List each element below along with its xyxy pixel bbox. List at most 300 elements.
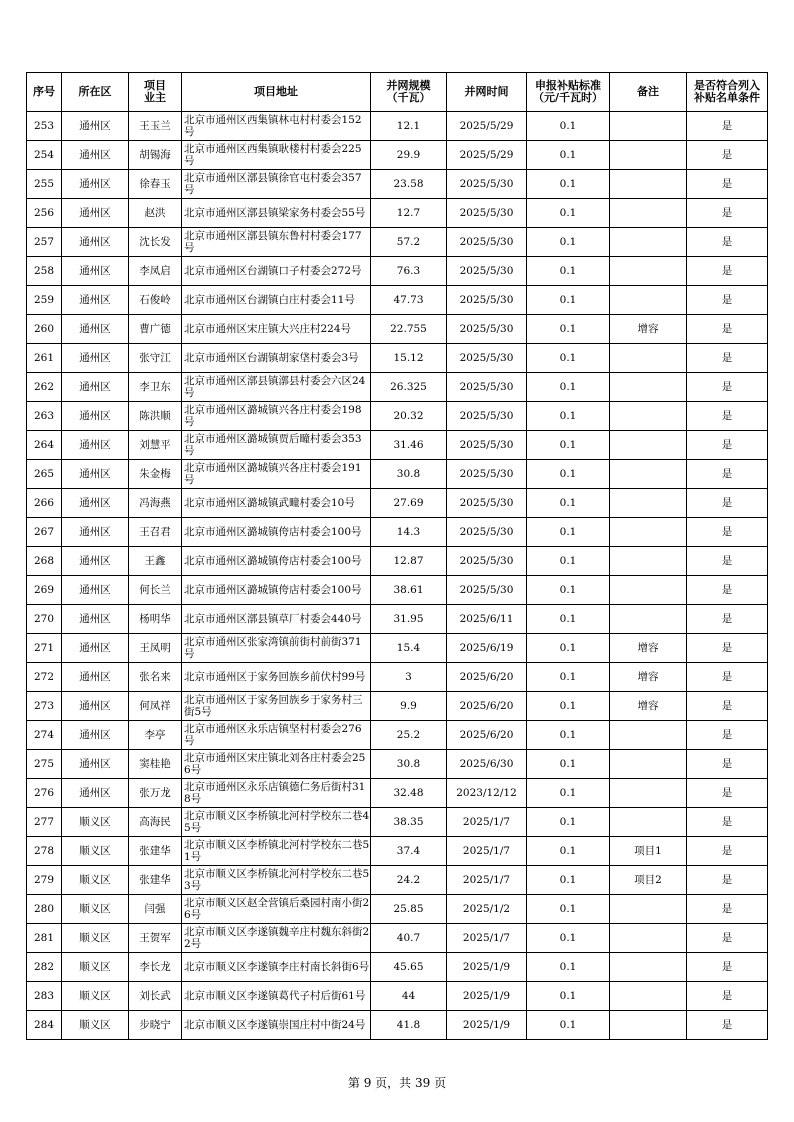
cell-eligible: 是 <box>687 170 768 199</box>
header-district: 所在区 <box>62 73 129 112</box>
table-row <box>27 692 768 721</box>
cell-scale: 44 <box>371 982 447 1011</box>
cell-eligible: 是 <box>687 344 768 373</box>
cell-owner: 王召君 <box>129 518 182 547</box>
cell-date: 2025/6/11 <box>447 605 527 634</box>
cell-date: 2025/5/30 <box>447 489 527 518</box>
cell-address: 北京市通州区潞城镇侉店村委会100号 <box>182 518 371 547</box>
cell-owner: 陈洪顺 <box>129 402 182 431</box>
cell-remark <box>610 460 687 489</box>
cell-eligible: 是 <box>687 518 768 547</box>
cell-eligible: 是 <box>687 663 768 692</box>
cell-date: 2025/5/30 <box>447 518 527 547</box>
cell-seq: 258 <box>27 257 62 286</box>
cell-date: 2025/1/7 <box>447 866 527 895</box>
cell-owner: 高海民 <box>129 808 182 837</box>
cell-scale: 9.9 <box>371 692 447 721</box>
subsidy-list-table <box>26 72 768 1040</box>
cell-subsidy: 0.1 <box>527 1011 610 1040</box>
cell-date: 2025/1/7 <box>447 837 527 866</box>
cell-subsidy: 0.1 <box>527 373 610 402</box>
cell-date: 2025/6/20 <box>447 692 527 721</box>
cell-address: 北京市通州区漷县镇徐官屯村委会357号 <box>182 170 371 199</box>
cell-address: 北京市通州区潞城镇贾后疃村委会353号 <box>182 431 371 460</box>
cell-address: 北京市通州区宋庄镇大兴庄村224号 <box>182 315 371 344</box>
cell-subsidy: 0.1 <box>527 982 610 1011</box>
cell-eligible: 是 <box>687 373 768 402</box>
cell-eligible: 是 <box>687 576 768 605</box>
cell-seq: 262 <box>27 373 62 402</box>
cell-subsidy: 0.1 <box>527 576 610 605</box>
table-row <box>27 663 768 692</box>
table-row <box>27 634 768 663</box>
cell-seq: 255 <box>27 170 62 199</box>
cell-address: 北京市顺义区李遂镇崇国庄村中街24号 <box>182 1011 371 1040</box>
cell-remark <box>610 402 687 431</box>
cell-address: 北京市通州区漷县镇草厂村委会440号 <box>182 605 371 634</box>
cell-seq: 261 <box>27 344 62 373</box>
cell-subsidy: 0.1 <box>527 431 610 460</box>
cell-scale: 25.85 <box>371 895 447 924</box>
cell-district: 顺义区 <box>62 837 129 866</box>
table-row <box>27 808 768 837</box>
cell-subsidy: 0.1 <box>527 315 610 344</box>
cell-owner: 胡锡海 <box>129 141 182 170</box>
cell-date: 2025/5/30 <box>447 547 527 576</box>
cell-eligible: 是 <box>687 286 768 315</box>
cell-owner: 步晓宁 <box>129 1011 182 1040</box>
cell-subsidy: 0.1 <box>527 402 610 431</box>
cell-date: 2025/5/30 <box>447 315 527 344</box>
cell-remark <box>610 547 687 576</box>
cell-eligible: 是 <box>687 721 768 750</box>
header-remark: 备注 <box>610 73 687 112</box>
cell-subsidy: 0.1 <box>527 489 610 518</box>
cell-eligible: 是 <box>687 112 768 141</box>
cell-subsidy: 0.1 <box>527 924 610 953</box>
cell-subsidy: 0.1 <box>527 750 610 779</box>
cell-address: 北京市通州区漷县镇东鲁村村委会177号 <box>182 228 371 257</box>
cell-owner: 李凤启 <box>129 257 182 286</box>
cell-remark: 增容 <box>610 634 687 663</box>
table-row <box>27 953 768 982</box>
cell-remark <box>610 924 687 953</box>
cell-subsidy: 0.1 <box>527 257 610 286</box>
cell-district: 通州区 <box>62 286 129 315</box>
cell-remark <box>610 286 687 315</box>
cell-seq: 256 <box>27 199 62 228</box>
cell-scale: 57.2 <box>371 228 447 257</box>
cell-seq: 273 <box>27 692 62 721</box>
cell-scale: 14.3 <box>371 518 447 547</box>
cell-eligible: 是 <box>687 808 768 837</box>
cell-remark: 增容 <box>610 315 687 344</box>
cell-address: 北京市顺义区李桥镇北河村学校东二巷51号 <box>182 837 371 866</box>
page-footer: 第 9 页，共 39 页 <box>347 1076 447 1090</box>
cell-eligible: 是 <box>687 779 768 808</box>
cell-eligible: 是 <box>687 895 768 924</box>
table-row <box>27 779 768 808</box>
cell-scale: 37.4 <box>371 837 447 866</box>
cell-owner: 赵洪 <box>129 199 182 228</box>
cell-date: 2025/6/20 <box>447 663 527 692</box>
cell-owner: 李长龙 <box>129 953 182 982</box>
cell-address: 北京市顺义区李桥镇北河村学校东二巷45号 <box>182 808 371 837</box>
cell-district: 顺义区 <box>62 808 129 837</box>
cell-seq: 284 <box>27 1011 62 1040</box>
cell-subsidy: 0.1 <box>527 808 610 837</box>
table-row <box>27 895 768 924</box>
cell-scale: 12.1 <box>371 112 447 141</box>
table-row <box>27 431 768 460</box>
cell-subsidy: 0.1 <box>527 692 610 721</box>
cell-address: 北京市通州区张家湾镇前街村前街371号 <box>182 634 371 663</box>
cell-scale: 3 <box>371 663 447 692</box>
cell-eligible: 是 <box>687 1011 768 1040</box>
cell-date: 2025/5/30 <box>447 199 527 228</box>
cell-eligible: 是 <box>687 431 768 460</box>
cell-district: 通州区 <box>62 663 129 692</box>
cell-seq: 274 <box>27 721 62 750</box>
table-row <box>27 228 768 257</box>
cell-district: 顺义区 <box>62 866 129 895</box>
cell-remark <box>610 489 687 518</box>
cell-seq: 260 <box>27 315 62 344</box>
table-row <box>27 721 768 750</box>
table-row <box>27 286 768 315</box>
cell-owner: 李亭 <box>129 721 182 750</box>
cell-date: 2025/5/30 <box>447 257 527 286</box>
cell-subsidy: 0.1 <box>527 344 610 373</box>
cell-owner: 王鑫 <box>129 547 182 576</box>
cell-address: 北京市通州区永乐店镇德仁务后街村318号 <box>182 779 371 808</box>
header-seq: 序号 <box>27 73 62 112</box>
cell-scale: 38.35 <box>371 808 447 837</box>
table-row <box>27 1011 768 1040</box>
cell-district: 顺义区 <box>62 1011 129 1040</box>
cell-scale: 24.2 <box>371 866 447 895</box>
cell-seq: 280 <box>27 895 62 924</box>
table-row <box>27 141 768 170</box>
cell-eligible: 是 <box>687 953 768 982</box>
cell-district: 顺义区 <box>62 982 129 1011</box>
cell-seq: 281 <box>27 924 62 953</box>
cell-date: 2025/5/29 <box>447 141 527 170</box>
cell-scale: 30.8 <box>371 750 447 779</box>
cell-date: 2025/1/7 <box>447 924 527 953</box>
cell-district: 通州区 <box>62 547 129 576</box>
cell-subsidy: 0.1 <box>527 228 610 257</box>
cell-eligible: 是 <box>687 750 768 779</box>
cell-subsidy: 0.1 <box>527 837 610 866</box>
cell-district: 顺义区 <box>62 953 129 982</box>
cell-remark <box>610 257 687 286</box>
cell-date: 2025/5/30 <box>447 402 527 431</box>
cell-owner: 沈长发 <box>129 228 182 257</box>
table-row <box>27 112 768 141</box>
cell-address: 北京市通州区潞城镇武疃村委会10号 <box>182 489 371 518</box>
cell-eligible: 是 <box>687 228 768 257</box>
cell-remark <box>610 895 687 924</box>
cell-seq: 276 <box>27 779 62 808</box>
cell-remark <box>610 576 687 605</box>
cell-date: 2025/1/2 <box>447 895 527 924</box>
cell-date: 2023/12/12 <box>447 779 527 808</box>
cell-address: 北京市通州区潞城镇兴各庄村委会191号 <box>182 460 371 489</box>
table-row <box>27 547 768 576</box>
cell-subsidy: 0.1 <box>527 141 610 170</box>
cell-remark <box>610 953 687 982</box>
cell-date: 2025/1/9 <box>447 982 527 1011</box>
cell-address: 北京市通州区西集镇林屯村村委会152号 <box>182 112 371 141</box>
cell-eligible: 是 <box>687 402 768 431</box>
cell-seq: 265 <box>27 460 62 489</box>
cell-remark <box>610 750 687 779</box>
cell-district: 通州区 <box>62 692 129 721</box>
cell-seq: 271 <box>27 634 62 663</box>
cell-date: 2025/5/30 <box>447 460 527 489</box>
table-row <box>27 460 768 489</box>
cell-scale: 31.95 <box>371 605 447 634</box>
cell-scale: 25.2 <box>371 721 447 750</box>
cell-seq: 275 <box>27 750 62 779</box>
cell-owner: 张名来 <box>129 663 182 692</box>
cell-seq: 264 <box>27 431 62 460</box>
cell-subsidy: 0.1 <box>527 518 610 547</box>
cell-eligible: 是 <box>687 199 768 228</box>
cell-address: 北京市顺义区李遂镇李庄村南长斜街6号 <box>182 953 371 982</box>
cell-date: 2025/5/30 <box>447 228 527 257</box>
cell-subsidy: 0.1 <box>527 460 610 489</box>
cell-remark: 项目2 <box>610 866 687 895</box>
cell-owner: 闫强 <box>129 895 182 924</box>
cell-owner: 张万龙 <box>129 779 182 808</box>
cell-eligible: 是 <box>687 141 768 170</box>
cell-eligible: 是 <box>687 605 768 634</box>
cell-seq: 283 <box>27 982 62 1011</box>
table-row <box>27 837 768 866</box>
cell-date: 2025/5/30 <box>447 431 527 460</box>
cell-remark <box>610 808 687 837</box>
header-eligible: 是否符合列入 补贴名单条件 <box>687 73 768 112</box>
cell-scale: 38.61 <box>371 576 447 605</box>
cell-owner: 张守江 <box>129 344 182 373</box>
cell-owner: 石俊岭 <box>129 286 182 315</box>
cell-address: 北京市通州区漷县镇梁家务村委会55号 <box>182 199 371 228</box>
table-row <box>27 518 768 547</box>
cell-district: 通州区 <box>62 112 129 141</box>
cell-scale: 30.8 <box>371 460 447 489</box>
cell-seq: 279 <box>27 866 62 895</box>
table-row <box>27 489 768 518</box>
cell-address: 北京市通州区宋庄镇北刘各庄村委会256号 <box>182 750 371 779</box>
cell-owner: 刘长武 <box>129 982 182 1011</box>
cell-scale: 22.755 <box>371 315 447 344</box>
cell-owner: 王玉兰 <box>129 112 182 141</box>
cell-district: 通州区 <box>62 199 129 228</box>
header-scale: 并网规模 （千瓦） <box>371 73 447 112</box>
cell-district: 通州区 <box>62 315 129 344</box>
cell-owner: 王贺军 <box>129 924 182 953</box>
cell-seq: 254 <box>27 141 62 170</box>
cell-district: 通州区 <box>62 576 129 605</box>
cell-eligible: 是 <box>687 837 768 866</box>
cell-district: 通州区 <box>62 750 129 779</box>
cell-seq: 270 <box>27 605 62 634</box>
cell-date: 2025/1/7 <box>447 808 527 837</box>
cell-eligible: 是 <box>687 460 768 489</box>
table-row <box>27 402 768 431</box>
cell-remark: 增容 <box>610 663 687 692</box>
cell-eligible: 是 <box>687 924 768 953</box>
cell-owner: 曹广德 <box>129 315 182 344</box>
cell-subsidy: 0.1 <box>527 112 610 141</box>
cell-eligible: 是 <box>687 692 768 721</box>
cell-district: 通州区 <box>62 518 129 547</box>
cell-remark <box>610 721 687 750</box>
cell-scale: 15.12 <box>371 344 447 373</box>
cell-scale: 29.9 <box>371 141 447 170</box>
table-row <box>27 257 768 286</box>
cell-remark <box>610 170 687 199</box>
cell-scale: 20.32 <box>371 402 447 431</box>
cell-seq: 253 <box>27 112 62 141</box>
cell-eligible: 是 <box>687 489 768 518</box>
header-address: 项目地址 <box>182 73 371 112</box>
table-row <box>27 199 768 228</box>
cell-remark: 增容 <box>610 692 687 721</box>
cell-scale: 41.8 <box>371 1011 447 1040</box>
cell-address: 北京市通州区台湖镇口子村委会272号 <box>182 257 371 286</box>
cell-scale: 12.87 <box>371 547 447 576</box>
cell-district: 通州区 <box>62 402 129 431</box>
cell-eligible: 是 <box>687 257 768 286</box>
cell-date: 2025/1/9 <box>447 953 527 982</box>
cell-remark <box>610 373 687 402</box>
cell-owner: 张建华 <box>129 866 182 895</box>
cell-address: 北京市顺义区李遂镇魏辛庄村魏东斜街22号 <box>182 924 371 953</box>
cell-address: 北京市通州区潞城镇侉店村委会100号 <box>182 576 371 605</box>
cell-owner: 窦桂艳 <box>129 750 182 779</box>
cell-address: 北京市通州区台湖镇白庄村委会11号 <box>182 286 371 315</box>
header-owner: 项目 业主 <box>129 73 182 112</box>
cell-remark <box>610 112 687 141</box>
cell-district: 顺义区 <box>62 895 129 924</box>
cell-date: 2025/5/29 <box>447 112 527 141</box>
cell-district: 通州区 <box>62 721 129 750</box>
cell-seq: 259 <box>27 286 62 315</box>
table-row <box>27 924 768 953</box>
cell-subsidy: 0.1 <box>527 199 610 228</box>
cell-subsidy: 0.1 <box>527 663 610 692</box>
cell-eligible: 是 <box>687 315 768 344</box>
cell-seq: 267 <box>27 518 62 547</box>
cell-address: 北京市顺义区赵全营镇后桑园村南小街26号 <box>182 895 371 924</box>
cell-seq: 282 <box>27 953 62 982</box>
cell-remark <box>610 982 687 1011</box>
cell-address: 北京市通州区漷县镇漷县村委会六区24号 <box>182 373 371 402</box>
cell-remark: 项目1 <box>610 837 687 866</box>
cell-district: 通州区 <box>62 634 129 663</box>
cell-owner: 刘慧平 <box>129 431 182 460</box>
cell-owner: 王凤明 <box>129 634 182 663</box>
cell-address: 北京市通州区潞城镇侉店村委会100号 <box>182 547 371 576</box>
cell-address: 北京市通州区台湖镇胡家垡村委会3号 <box>182 344 371 373</box>
cell-date: 2025/5/30 <box>447 373 527 402</box>
cell-address: 北京市顺义区李桥镇北河村学校东二巷53号 <box>182 866 371 895</box>
cell-seq: 278 <box>27 837 62 866</box>
table-row <box>27 373 768 402</box>
cell-remark <box>610 344 687 373</box>
cell-scale: 26.325 <box>371 373 447 402</box>
cell-subsidy: 0.1 <box>527 634 610 663</box>
table-row <box>27 576 768 605</box>
cell-eligible: 是 <box>687 982 768 1011</box>
cell-owner: 李卫东 <box>129 373 182 402</box>
table-header-row <box>27 73 768 112</box>
cell-remark <box>610 1011 687 1040</box>
cell-subsidy: 0.1 <box>527 547 610 576</box>
cell-scale: 31.46 <box>371 431 447 460</box>
cell-remark <box>610 431 687 460</box>
cell-address: 北京市通州区于家务回族乡于家务村三街5号 <box>182 692 371 721</box>
cell-district: 通州区 <box>62 489 129 518</box>
cell-subsidy: 0.1 <box>527 866 610 895</box>
cell-date: 2025/5/30 <box>447 286 527 315</box>
cell-owner: 冯海燕 <box>129 489 182 518</box>
cell-seq: 272 <box>27 663 62 692</box>
cell-seq: 268 <box>27 547 62 576</box>
cell-subsidy: 0.1 <box>527 779 610 808</box>
cell-date: 2025/6/20 <box>447 721 527 750</box>
cell-subsidy: 0.1 <box>527 895 610 924</box>
table-row <box>27 170 768 199</box>
cell-district: 通州区 <box>62 431 129 460</box>
cell-remark <box>610 518 687 547</box>
cell-date: 2025/1/9 <box>447 1011 527 1040</box>
header-date: 并网时间 <box>447 73 527 112</box>
cell-remark <box>610 605 687 634</box>
cell-owner: 何长兰 <box>129 576 182 605</box>
cell-district: 通州区 <box>62 605 129 634</box>
cell-owner: 朱金梅 <box>129 460 182 489</box>
cell-scale: 32.48 <box>371 779 447 808</box>
cell-district: 通州区 <box>62 779 129 808</box>
cell-district: 通州区 <box>62 141 129 170</box>
cell-scale: 12.7 <box>371 199 447 228</box>
cell-scale: 76.3 <box>371 257 447 286</box>
cell-eligible: 是 <box>687 634 768 663</box>
cell-address: 北京市通州区永乐店镇坚村村委会276号 <box>182 721 371 750</box>
table-row <box>27 344 768 373</box>
cell-district: 通州区 <box>62 257 129 286</box>
cell-seq: 266 <box>27 489 62 518</box>
cell-remark <box>610 199 687 228</box>
cell-date: 2025/6/19 <box>447 634 527 663</box>
cell-remark <box>610 779 687 808</box>
cell-district: 通州区 <box>62 170 129 199</box>
table-row <box>27 605 768 634</box>
cell-eligible: 是 <box>687 866 768 895</box>
cell-scale: 23.58 <box>371 170 447 199</box>
cell-seq: 263 <box>27 402 62 431</box>
cell-eligible: 是 <box>687 547 768 576</box>
cell-scale: 45.65 <box>371 953 447 982</box>
cell-scale: 47.73 <box>371 286 447 315</box>
table-row <box>27 750 768 779</box>
cell-date: 2025/5/30 <box>447 170 527 199</box>
cell-district: 通州区 <box>62 373 129 402</box>
